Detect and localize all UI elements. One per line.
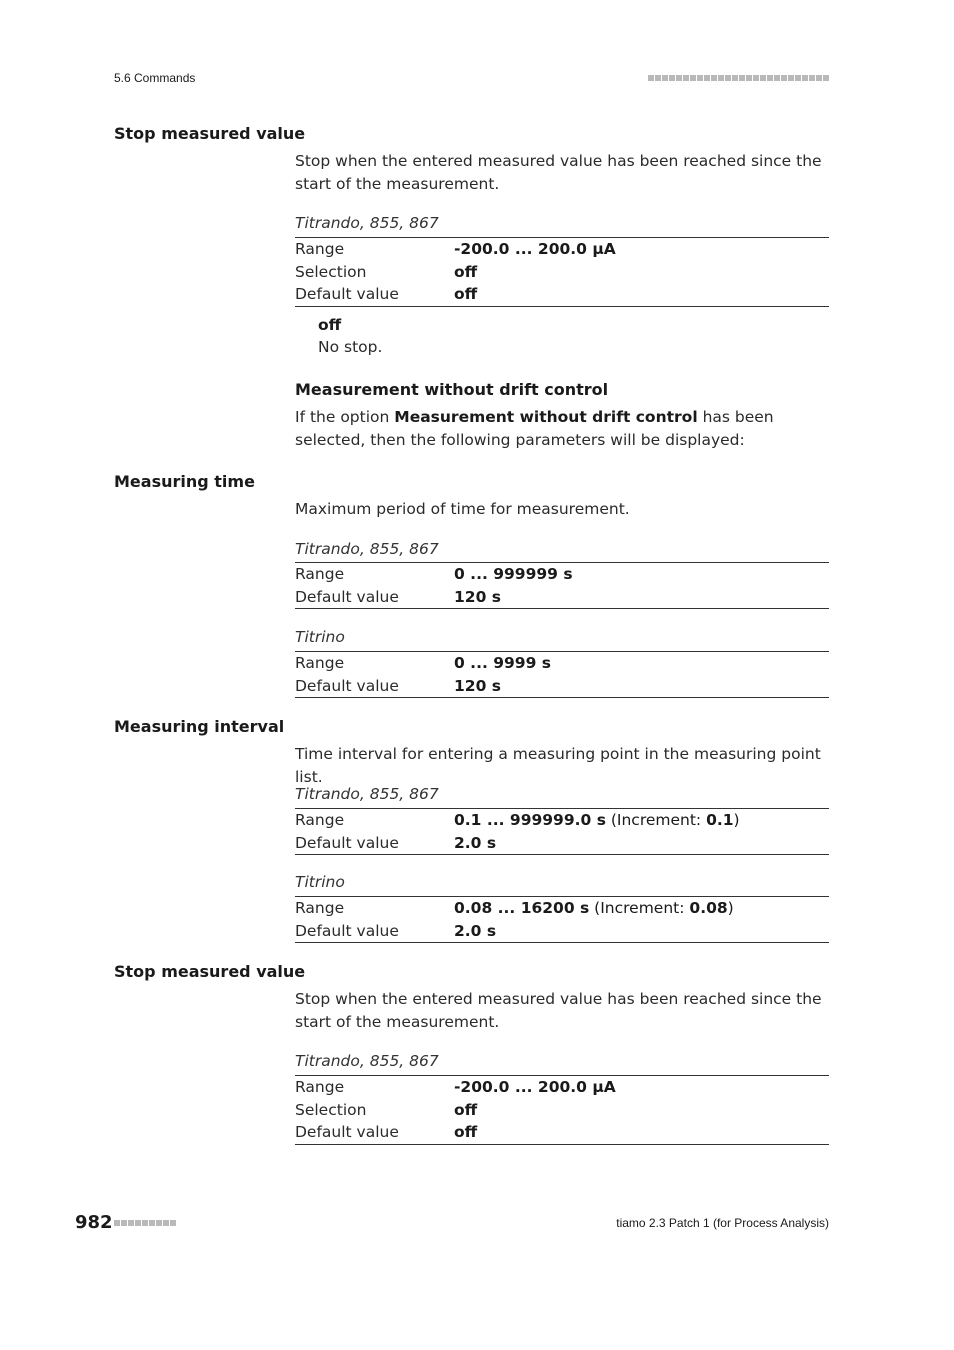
option-description: No stop.: [318, 338, 383, 356]
decorative-square: [121, 1220, 127, 1226]
decorative-square: [809, 75, 815, 81]
decorative-square: [163, 1220, 169, 1226]
table-row: Range 0 ... 999999 s: [295, 565, 573, 584]
table-stop-2: [295, 1075, 829, 1145]
table-measuring-interval-1: [295, 808, 829, 855]
decorative-square: [767, 75, 773, 81]
decorative-square: [655, 75, 661, 81]
table-row: Range 0 ... 9999 s: [295, 654, 552, 673]
decorative-square: [781, 75, 787, 81]
decorative-square: [816, 75, 822, 81]
section-title-measuring-time: Measuring time: [114, 472, 255, 491]
subsection-title-mwdc: Measurement without drift control: [295, 380, 609, 399]
table-row: Default value 120 s: [295, 587, 501, 606]
table-row: Default value off: [295, 285, 478, 304]
table-row: Default value off: [295, 1123, 478, 1142]
decorative-square: [774, 75, 780, 81]
decorative-square: [697, 75, 703, 81]
decorative-square: [690, 75, 696, 81]
paragraph-stop-2: Stop when the entered measured value has been reached since the start of the measurement.: [295, 990, 822, 1031]
decorative-square: [823, 75, 829, 81]
decorative-square: [156, 1220, 162, 1226]
table-row: Default value 2.0 s: [295, 833, 497, 852]
table-row: Range -200.0 ... 200.0 µA: [295, 1078, 616, 1097]
decorative-square: [704, 75, 710, 81]
table-row: Range 0.1 ... 999999.0 s (Increment: 0.1): [295, 811, 740, 830]
decorative-square: [795, 75, 801, 81]
footer-decoration: [114, 1220, 176, 1226]
decorative-square: [739, 75, 745, 81]
section-title-measuring-interval: Measuring interval: [114, 717, 285, 736]
decorative-square: [711, 75, 717, 81]
section-title-stop-1: Stop measured value: [114, 124, 306, 143]
paragraph-mwdc: If the option Measurement without drift control has been selected, then the following parameters will be displayed:: [295, 408, 774, 449]
decorative-square: [128, 1220, 134, 1226]
decorative-square: [135, 1220, 141, 1226]
paragraph-stop-1: Stop when the entered measured value has been reached since the start of the measurement.: [295, 152, 822, 193]
table-row: Default value 2.0 s: [295, 921, 497, 940]
section-title-stop-2: Stop measured value: [114, 962, 306, 981]
decorative-square: [114, 1220, 120, 1226]
table-row: Selection off: [295, 262, 478, 281]
page-number: 982: [75, 1212, 113, 1233]
decorative-square: [648, 75, 654, 81]
header-decoration: [648, 75, 829, 81]
table-caption-measuring-time-2: Titrino: [295, 628, 345, 646]
decorative-square: [760, 75, 766, 81]
decorative-square: [676, 75, 682, 81]
header-section: 5.6 Commands: [114, 71, 196, 85]
decorative-square: [802, 75, 808, 81]
table-stop-1: [295, 237, 829, 307]
decorative-square: [746, 75, 752, 81]
paragraph-measuring-interval: Time interval for entering a measuring point in the measuring point list.: [295, 745, 821, 786]
option-name: off: [318, 316, 342, 334]
decorative-square: [662, 75, 668, 81]
table-caption-measuring-interval-2: Titrino: [295, 873, 345, 891]
table-caption-measuring-interval-1: Titrando, 855, 867: [295, 785, 439, 803]
table-caption-stop-1: Titrando, 855, 867: [295, 214, 439, 232]
table-row: Range -200.0 ... 200.0 µA: [295, 240, 616, 259]
decorative-square: [170, 1220, 176, 1226]
table-row: Range 0.08 ... 16200 s (Increment: 0.08): [295, 899, 734, 918]
footer-product: tiamo 2.3 Patch 1 (for Process Analysis): [616, 1216, 829, 1230]
decorative-square: [142, 1220, 148, 1226]
decorative-square: [683, 75, 689, 81]
table-measuring-time-1: [295, 562, 829, 609]
decorative-square: [669, 75, 675, 81]
decorative-square: [718, 75, 724, 81]
decorative-square: [788, 75, 794, 81]
table-measuring-time-2: [295, 651, 829, 698]
table-caption-measuring-time-1: Titrando, 855, 867: [295, 540, 439, 558]
table-row: Default value 120 s: [295, 676, 501, 695]
table-row: Selection off: [295, 1100, 478, 1119]
decorative-square: [149, 1220, 155, 1226]
paragraph-measuring-time: Maximum period of time for measurement.: [295, 500, 630, 518]
decorative-square: [753, 75, 759, 81]
decorative-square: [732, 75, 738, 81]
table-measuring-interval-2: [295, 896, 829, 943]
table-caption-stop-2: Titrando, 855, 867: [295, 1052, 439, 1070]
decorative-square: [725, 75, 731, 81]
